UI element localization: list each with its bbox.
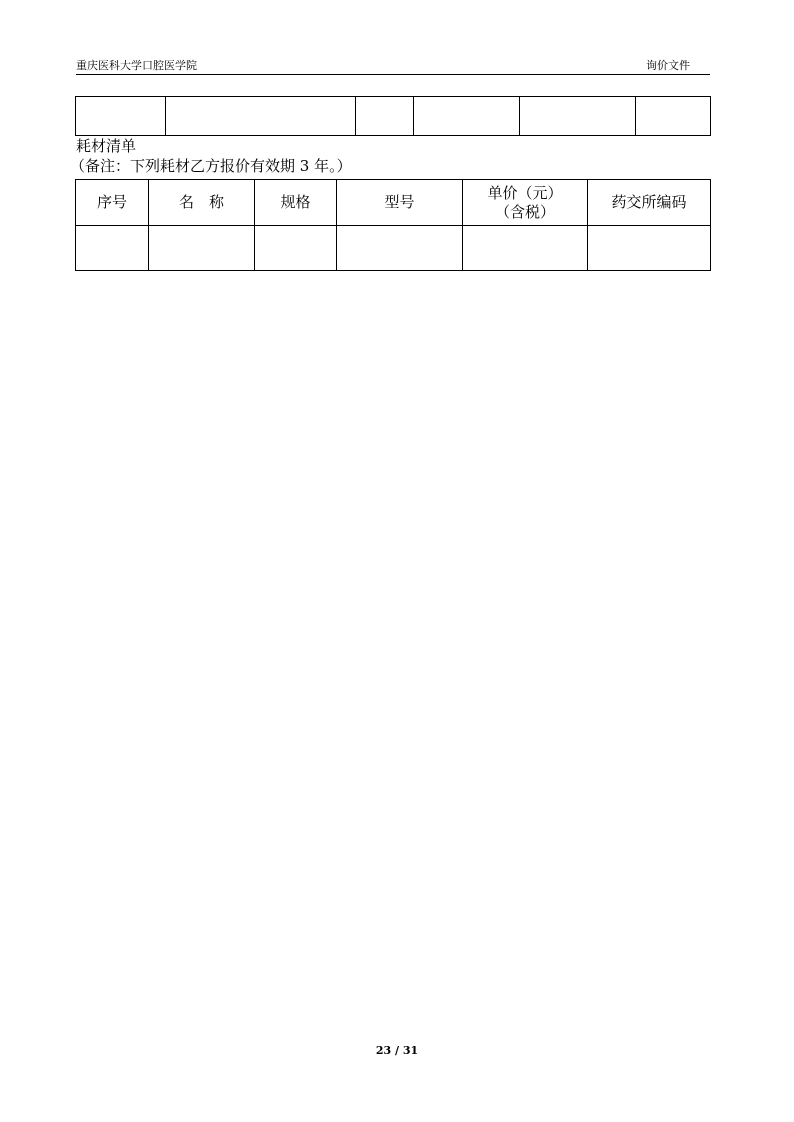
header-institution: 重庆医科大学口腔医学院 (76, 59, 197, 72)
table-header-row (76, 180, 711, 226)
table-cell (76, 97, 166, 136)
section-note: （备注：下列耗材乙方报价有效期 3 年。） (70, 157, 352, 175)
table-cell (255, 226, 337, 271)
table-cell (588, 226, 711, 271)
table-cell (166, 97, 356, 136)
page-header (76, 56, 710, 75)
table-row (76, 97, 711, 136)
column-header-price-line2: （含税） (494, 202, 555, 221)
table-cell (337, 226, 463, 271)
table-cell (414, 97, 520, 136)
column-header-price (463, 180, 588, 226)
column-header-model: 型号 (337, 180, 463, 226)
table-row (76, 226, 711, 271)
column-header-code: 药交所编码 (588, 180, 711, 226)
page-number: 23 / 31 (375, 1044, 419, 1057)
header-document-type: 询价文件 (646, 59, 690, 72)
column-header-price-line1: 单价（元） (487, 183, 563, 202)
column-header-name: 名 称 (149, 180, 255, 226)
table-cell (149, 226, 255, 271)
continued-table (75, 96, 711, 136)
table-cell (356, 97, 414, 136)
table-cell (463, 226, 588, 271)
section-title: 耗材清单 (76, 137, 137, 155)
column-header-index: 序号 (76, 180, 149, 226)
table-cell (76, 226, 149, 271)
column-header-spec: 规格 (255, 180, 337, 226)
table-cell (636, 97, 711, 136)
consumables-table (75, 179, 711, 271)
table-cell (520, 97, 636, 136)
